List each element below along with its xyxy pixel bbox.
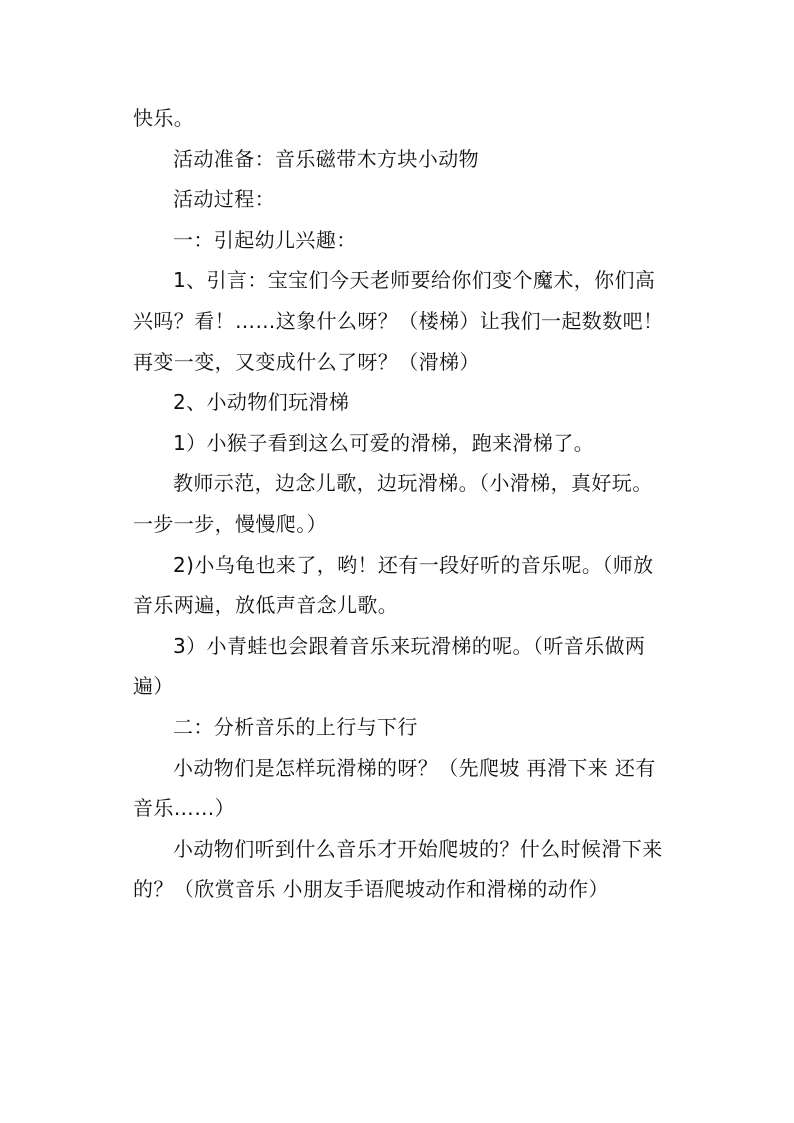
document-body xyxy=(133,98,667,910)
paragraph-introduction: 1、引言：宝宝们今天老师要给你们变个魔术，你们高兴吗？看！……这象什么呀？（楼梯）让我们一起数数吧！再变一变，又变成什么了呀？（滑梯） xyxy=(133,268,664,374)
section-heading-music-analysis: 二：分析音乐的上行与下行 xyxy=(173,714,418,739)
paragraph-frog: 3）小青蛙也会跟着音乐来玩滑梯的呢。（听音乐做两遍） xyxy=(133,633,646,699)
section-heading-interest: 一：引起幼儿兴趣： xyxy=(173,227,357,252)
paragraph-monkey: 1）小猴子看到这么可爱的滑梯，跑来滑梯了。 xyxy=(173,430,595,455)
paragraph-activity-preparation: 活动准备：音乐磁带木方块小动物 xyxy=(173,146,479,171)
paragraph-teacher-demo: 教师示范，边念儿歌，边玩滑梯。（小滑梯，真好玩。一步一步，慢慢爬。） xyxy=(133,471,653,536)
subheading-animals-slide: 2、小动物们玩滑梯 xyxy=(173,390,350,415)
paragraph-activity-process: 活动过程： xyxy=(173,187,275,212)
paragraph-turtle: 2)小乌龟也来了，哟！还有一段好听的音乐呢。（师放音乐两遍，放低声音念儿歌。 xyxy=(133,552,654,618)
paragraph-how-animals-play: 小动物们是怎样玩滑梯的呀？（先爬坡 再滑下来 还有音乐……） xyxy=(133,755,656,821)
paragraph-music-cue: 小动物们听到什么音乐才开始爬坡的？什么时候滑下来的？（欣赏音乐 小朋友手语爬坡动作和滑梯的动作） xyxy=(133,836,663,902)
paragraph-continuation: 快乐。 xyxy=(133,106,195,130)
